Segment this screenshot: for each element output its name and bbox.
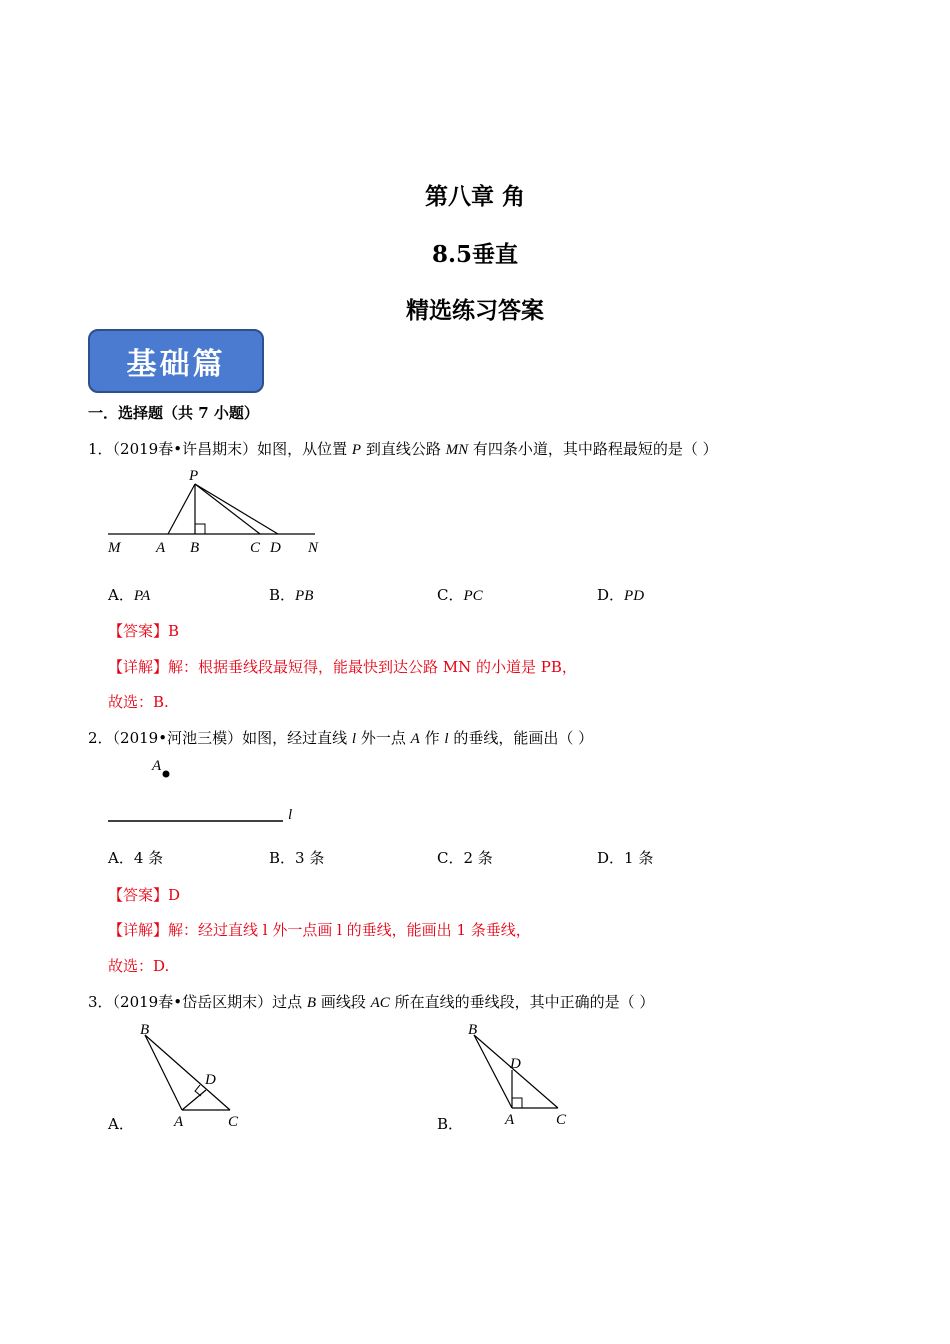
option-value: PD <box>624 588 645 604</box>
option-letter: A． <box>108 849 134 867</box>
option-value: 3 条 <box>295 849 325 867</box>
segment-ba <box>145 1035 182 1110</box>
point-a <box>163 771 170 778</box>
option-value: PB <box>295 588 314 604</box>
answer-tag: 【答案】 <box>108 886 169 904</box>
label-b: B <box>468 1022 478 1038</box>
question-source: （2019春•许昌期末） <box>112 440 258 458</box>
q2-conclusion: 故选：D. <box>108 957 170 975</box>
option-letter: B． <box>269 849 296 867</box>
stem-text: 过点 <box>272 993 303 1011</box>
q1-detail <box>108 656 577 677</box>
stem-text: 作 <box>424 729 440 747</box>
stem-text: 画线段 <box>320 993 366 1011</box>
label-c: C <box>250 540 261 556</box>
q1-option-a[interactable] <box>108 584 150 605</box>
segment-bc <box>145 1035 230 1110</box>
q1-conclusion: 故选：B. <box>108 693 169 711</box>
option-letter: B． <box>269 586 296 604</box>
q3-option-b-figure <box>462 1018 582 1130</box>
label-p: P <box>189 468 199 484</box>
label-c: C <box>228 1114 239 1130</box>
q1-option-d[interactable] <box>597 584 644 605</box>
option-value: 4 条 <box>133 849 164 867</box>
section-heading: 一．选择题（共 7 小题） <box>88 404 259 422</box>
var-a: A <box>410 731 420 747</box>
option-letter: D． <box>597 849 625 867</box>
var-l: l <box>444 731 449 747</box>
stem-text: 的垂线，能画出（ ） <box>453 729 594 747</box>
option-letter: C． <box>437 849 464 867</box>
var-mn: MN <box>445 442 469 458</box>
var-p: P <box>351 442 362 458</box>
label-l: l <box>288 807 293 823</box>
label-b: B <box>140 1022 150 1038</box>
question-number: 2． <box>88 729 113 747</box>
q2-option-d[interactable] <box>597 847 653 868</box>
label-d: D <box>205 1072 216 1088</box>
option-value: PC <box>463 588 483 604</box>
q2-option-a[interactable] <box>108 847 163 868</box>
right-angle-mark <box>195 524 205 534</box>
stem-text: 如图，从位置 <box>257 440 348 458</box>
stem-text: 所在直线的垂线段，其中正确的是（ ） <box>394 993 655 1011</box>
question-3-stem <box>88 991 654 1012</box>
label-a: A <box>174 1114 184 1130</box>
q1-answer <box>108 620 179 641</box>
var-ac: AC <box>370 995 390 1011</box>
option-value: PA <box>133 588 151 604</box>
q2-option-c[interactable] <box>437 847 493 868</box>
option-value: 1 条 <box>624 849 654 867</box>
question-1-figure <box>100 462 330 562</box>
segment-pa <box>168 484 195 534</box>
q3-option-b[interactable]: B． <box>437 1115 464 1133</box>
q2-option-b[interactable] <box>269 847 324 868</box>
question-2-figure <box>100 752 310 832</box>
stem-text: 如图，经过直线 <box>242 729 348 747</box>
stem-text: 到直线公路 <box>365 440 441 458</box>
detail-tag: 【详解】 <box>108 921 169 939</box>
question-2-stem <box>88 727 593 748</box>
question-source: （2019•河池三模） <box>112 729 243 747</box>
answer-value: B <box>168 622 180 640</box>
segment-ba <box>474 1035 512 1108</box>
var-l: l <box>351 731 357 747</box>
q2-detail <box>108 919 531 940</box>
answer-value: D <box>168 886 181 904</box>
chapter-title: 第八章 角 <box>424 183 525 210</box>
label-a: A <box>156 540 166 556</box>
option-letter: C． <box>437 586 464 604</box>
option-value: 2 条 <box>463 849 493 867</box>
stem-text: 有四条小道，其中路程最短的是（ ） <box>472 440 718 458</box>
segment-pd <box>195 484 278 534</box>
label-d: D <box>510 1056 521 1072</box>
right-angle-mark <box>512 1098 522 1108</box>
label-a: A <box>505 1112 515 1128</box>
q1-option-b[interactable] <box>269 584 313 605</box>
question-number: 1． <box>88 440 113 458</box>
option-letter: D． <box>597 586 625 604</box>
question-number: 3． <box>88 993 113 1011</box>
label-n: N <box>308 540 319 556</box>
option-letter: A． <box>108 586 134 604</box>
var-b: B <box>306 995 317 1011</box>
detail-text: 解：根据垂线段最短得，能最快到达公路 MN 的小道是 PB， <box>168 658 577 676</box>
detail-tag: 【详解】 <box>108 658 169 676</box>
level-badge: 基础篇 <box>88 329 264 393</box>
answer-tag: 【答案】 <box>108 622 169 640</box>
q3-option-a[interactable]: A． <box>108 1115 134 1133</box>
label-b: B <box>190 540 200 556</box>
label-c: C <box>556 1112 567 1128</box>
q1-option-c[interactable] <box>437 584 483 605</box>
q3-option-a-figure <box>132 1018 252 1130</box>
page-subtitle: 精选练习答案 <box>406 297 544 324</box>
stem-text: 外一点 <box>360 729 406 747</box>
question-source: （2019春•岱岳区期末） <box>112 993 273 1011</box>
detail-text: 解：经过直线 l 外一点画 l 的垂线，能画出 1 条垂线， <box>168 921 531 939</box>
label-a: A <box>152 758 162 774</box>
section-title: 8.5垂直 <box>431 241 518 268</box>
q2-answer <box>108 884 180 905</box>
label-m: M <box>108 540 121 556</box>
segment-ad <box>182 1090 206 1110</box>
question-1-stem <box>88 438 718 459</box>
label-d: D <box>270 540 281 556</box>
